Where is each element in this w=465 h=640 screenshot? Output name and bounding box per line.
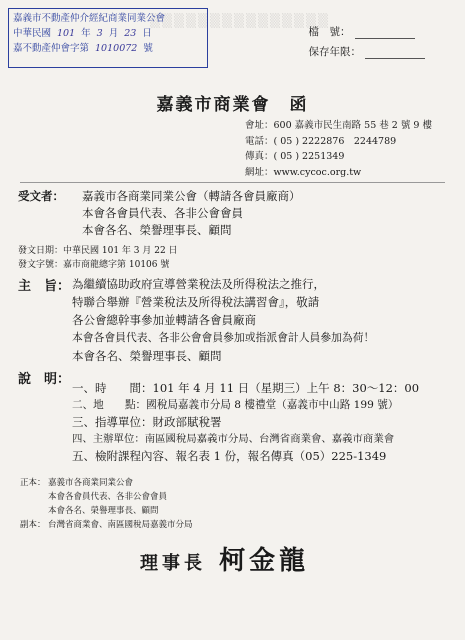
contact-website: 網址：www.cycoc.org.tw	[245, 166, 362, 178]
explain-item: 四、主辦單位：南區國稅局嘉義市分局、台灣省商業會、嘉義市商業會	[72, 433, 395, 445]
issue-number-label: 發文字號：	[18, 260, 64, 270]
explain-item: 三、指導單位：財政部賦稅署	[72, 415, 222, 429]
stamp-year: 101	[57, 28, 76, 39]
subject-line: 特聯合舉辦『營業稅法及所得稅法講習會』，敬請	[72, 295, 320, 309]
stamp-day: 23	[124, 28, 137, 39]
explain-item: 二、地 點：國稅局嘉義市分局 8 樓禮堂（嘉義市中山路 199 號）	[72, 399, 399, 411]
main-copy-line: 本會各會員代表、各非公會會員	[48, 492, 168, 502]
file-info	[309, 22, 426, 62]
stamp-month-unit: 月	[108, 28, 119, 39]
issue-number-value: 嘉市商龍總字第 10106 號	[63, 260, 170, 270]
cc-copy-line: 台灣省商業會、南區國稅局嘉義市分局	[48, 520, 193, 530]
subject-line: 本會各會員代表、各非公會會員參加或指派會計人員參加為荷！	[72, 331, 375, 344]
recipients-label: 受文者：	[18, 189, 64, 203]
keep-period-label: 保存年限：	[308, 46, 361, 58]
stamp-org: 嘉義市不動產仲介經紀商業同業公會	[13, 13, 166, 24]
stamp-day-unit: 日	[142, 28, 152, 39]
issue-date-value: 中華民國 101 年 3 月 22 日	[63, 246, 178, 256]
stamp-era: 中華民國	[13, 28, 52, 39]
signature-role: 理事長	[140, 553, 206, 574]
explain-label: 說 明：	[18, 372, 71, 387]
contact-phone: 電話：( 05 ) 2222876 2244789	[245, 135, 397, 147]
issue-number	[18, 258, 169, 272]
contact-block	[245, 118, 432, 180]
issue-date	[18, 244, 178, 258]
received-stamp	[8, 8, 208, 68]
subject-line: 本會各名、榮譽理事長、顧問	[72, 349, 222, 363]
main-copy-label: 正本：	[20, 478, 46, 488]
subject-line: 為繼續協助政府宣導營業稅法及所得稅法之推行，	[72, 277, 325, 291]
main-copy-line: 嘉義市各商業同業公會	[48, 478, 134, 488]
copies	[20, 476, 193, 532]
file-no-label: 檔 號：	[308, 26, 351, 38]
bleed-through: ▒▒▒▒▒▒▒▒▒▒▒▒▒▒▒	[150, 14, 330, 29]
subject-label: 主 旨：	[18, 279, 71, 294]
file-no-blank	[355, 26, 415, 39]
contact-fax: 傳真：( 05 ) 2251349	[245, 151, 345, 162]
keep-period-blank	[365, 46, 425, 59]
stamp-ref-suffix: 號	[143, 43, 153, 54]
signature	[140, 540, 309, 577]
subject-body	[72, 275, 447, 365]
cc-copy-label: 副本：	[20, 520, 46, 530]
stamp-year-unit: 年	[81, 28, 91, 39]
signature-name: 柯金龍	[219, 546, 310, 576]
recipient-line: 本會各會員代表、各非公會會員	[82, 206, 243, 220]
subject-line: 各公會總幹事參加並轉請各會員廠商	[72, 313, 256, 327]
recipient-line: 嘉義市各商業同業公會（轉請各會員廠商）	[82, 189, 301, 203]
stamp-ref-number: 1010072	[95, 43, 138, 54]
explain-items	[72, 380, 419, 465]
explain-item: 五、檢附課程內容、報名表 1 份，報名傳真（05）225-1349	[72, 449, 387, 463]
issue-date-label: 發文日期：	[18, 246, 64, 256]
stamp-ref-label: 嘉不動產仲會字第	[13, 43, 90, 54]
stamp-month: 3	[96, 28, 103, 39]
document-title: 嘉義市商業會 函	[156, 95, 309, 115]
contact-address: 會址：600 嘉義市民生南路 55 巷 2 號 9 樓	[245, 120, 432, 131]
divider	[20, 182, 445, 183]
recipient-line: 本會各名、榮譽理事長、顧問	[82, 223, 232, 237]
main-copy-line: 本會各名、榮譽理事長、顧問	[48, 506, 159, 516]
explain-item: 一、時 間：101 年 4 月 11 日（星期三）上午 8：30～12：00	[72, 381, 420, 395]
